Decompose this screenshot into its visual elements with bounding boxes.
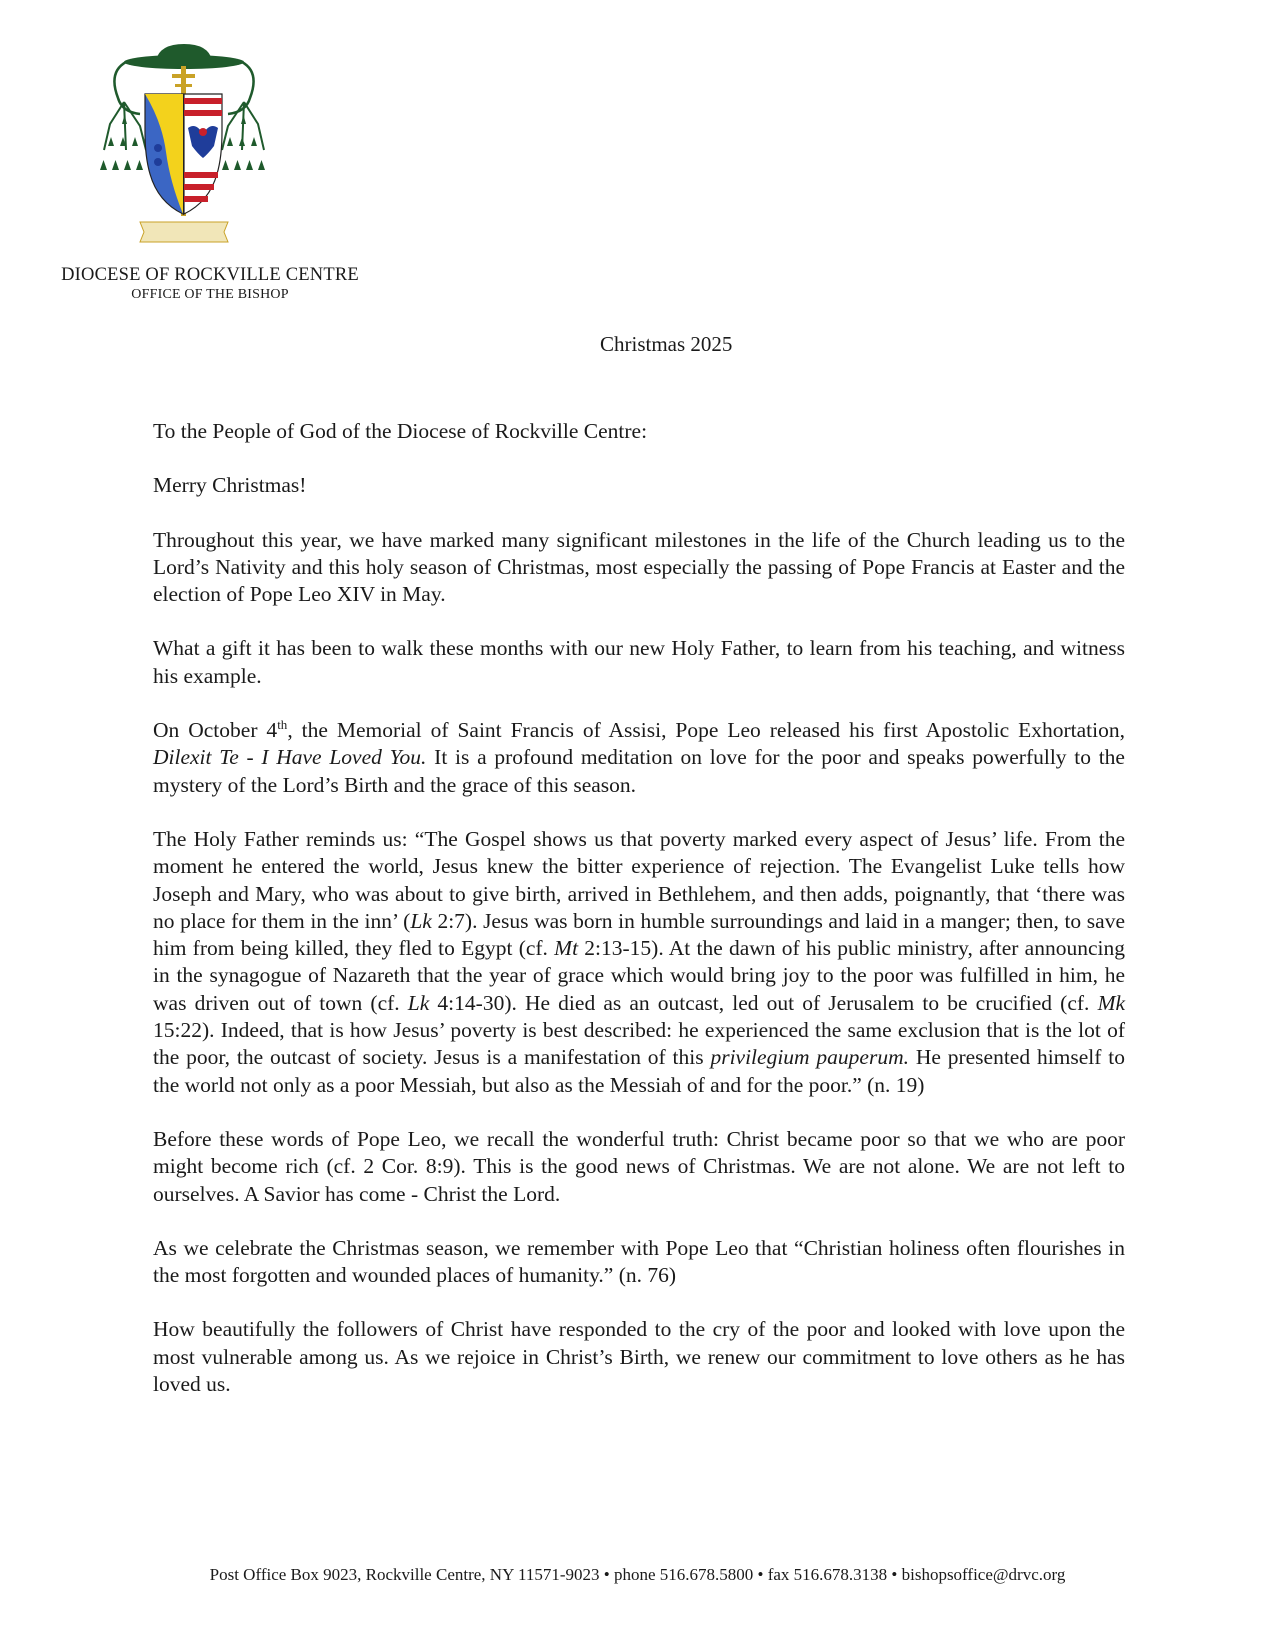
footer-contact: Post Office Box 9023, Rockville Centre, NY 11571-9023 • phone 516.678.5800 • fax 516.678.3138 • bishopsoffice@drvc.org [209, 1565, 1066, 1584]
paragraph-3: On October 4th, the Memorial of Saint Francis of Assisi, Pope Leo released his first Apostolic Exhortation, Dilexit Te - I Have Loved You. It is a profound meditation on love for the poor and speaks powerfully to the mystery of the Lord’s Birth and the grace of this season. [153, 716, 1125, 797]
salutation: To the People of God of the Diocese of Rockville Centre: [153, 419, 648, 443]
date-line: Christmas 2025 [600, 332, 733, 356]
coat-of-arms-icon [100, 42, 268, 257]
exhortation-title: Dilexit Te - I Have Loved You. [153, 745, 427, 770]
organization-name: DIOCESE OF ROCKVILLE CENTRE [61, 265, 359, 285]
office-name: OFFICE OF THE BISHOP [131, 287, 289, 302]
letterhead [40, 264, 380, 304]
greeting: Merry Christmas! [153, 473, 307, 498]
paragraph-4: The Holy Father reminds us: “The Gospel shows us that poverty marked every aspect of Jesus’ life. From the moment he entered the world, Jesus knew the bitter experience of rejection. The Evangelist Luke tells how Joseph and Mary, who was about to give birth, arrived in Bethlehem, and then adds, poignantly, that ‘there was no place for them in the inn’ (Lk 2:7). Jesus was born in humble surroundings and laid in a manger; then, to save him from being killed, they fled to Egypt (cf. Mt 2:13-15). At the dawn of his public ministry, after announcing in the synagogue of Nazareth that the year of grace which would bring joy to the poor was fulfilled in him, he was driven out of town (cf. Lk 4:14-30). He died as an outcast, led out of Jerusalem to be crucified (cf. Mk 15:22). Indeed, that is how Jesus’ poverty is best described: he experienced the same exclusion that is the lot of the poor, the outcast of society. Jesus is a manifestation of this privilegium pauperum. He presented himself to the world not only as a poor Messiah, but also as the Messiah of and for the poor.” (n. 19) [153, 826, 1126, 1097]
paragraph-2: What a gift it has been to walk these months with our new Holy Father, to learn from his teaching, and witness his example. [153, 636, 1125, 688]
paragraph-5: Before these words of Pope Leo, we recall the wonderful truth: Christ became poor so that we who are poor might become rich (cf. 2 Cor. 8:9). This is the good news of Christmas. We are not alone. We are not left to ourselves. A Savior has come - Christ the Lord. [153, 1126, 1125, 1206]
paragraph-7: How beautifully the followers of Christ have responded to the cry of the poor and looked with love upon the most vulnerable among us. As we rejoice in Christ’s Birth, we renew our commitment to love others as he has loved us. [153, 1317, 1125, 1397]
coat-of-arms [100, 42, 268, 257]
paragraph-1: Throughout this year, we have marked many significant milestones in the life of the Church leading us to the Lord’s Nativity and this holy season of Christmas, most especially the passing of Pope Francis at Easter and the election of Pope Leo XIV in May. [153, 527, 1125, 607]
paragraph-6: As we celebrate the Christmas season, we remember with Pope Leo that “Christian holiness often flourishes in the most forgotten and wounded places of humanity.” (n. 76) [153, 1235, 1125, 1288]
letter-body [153, 418, 1125, 1425]
